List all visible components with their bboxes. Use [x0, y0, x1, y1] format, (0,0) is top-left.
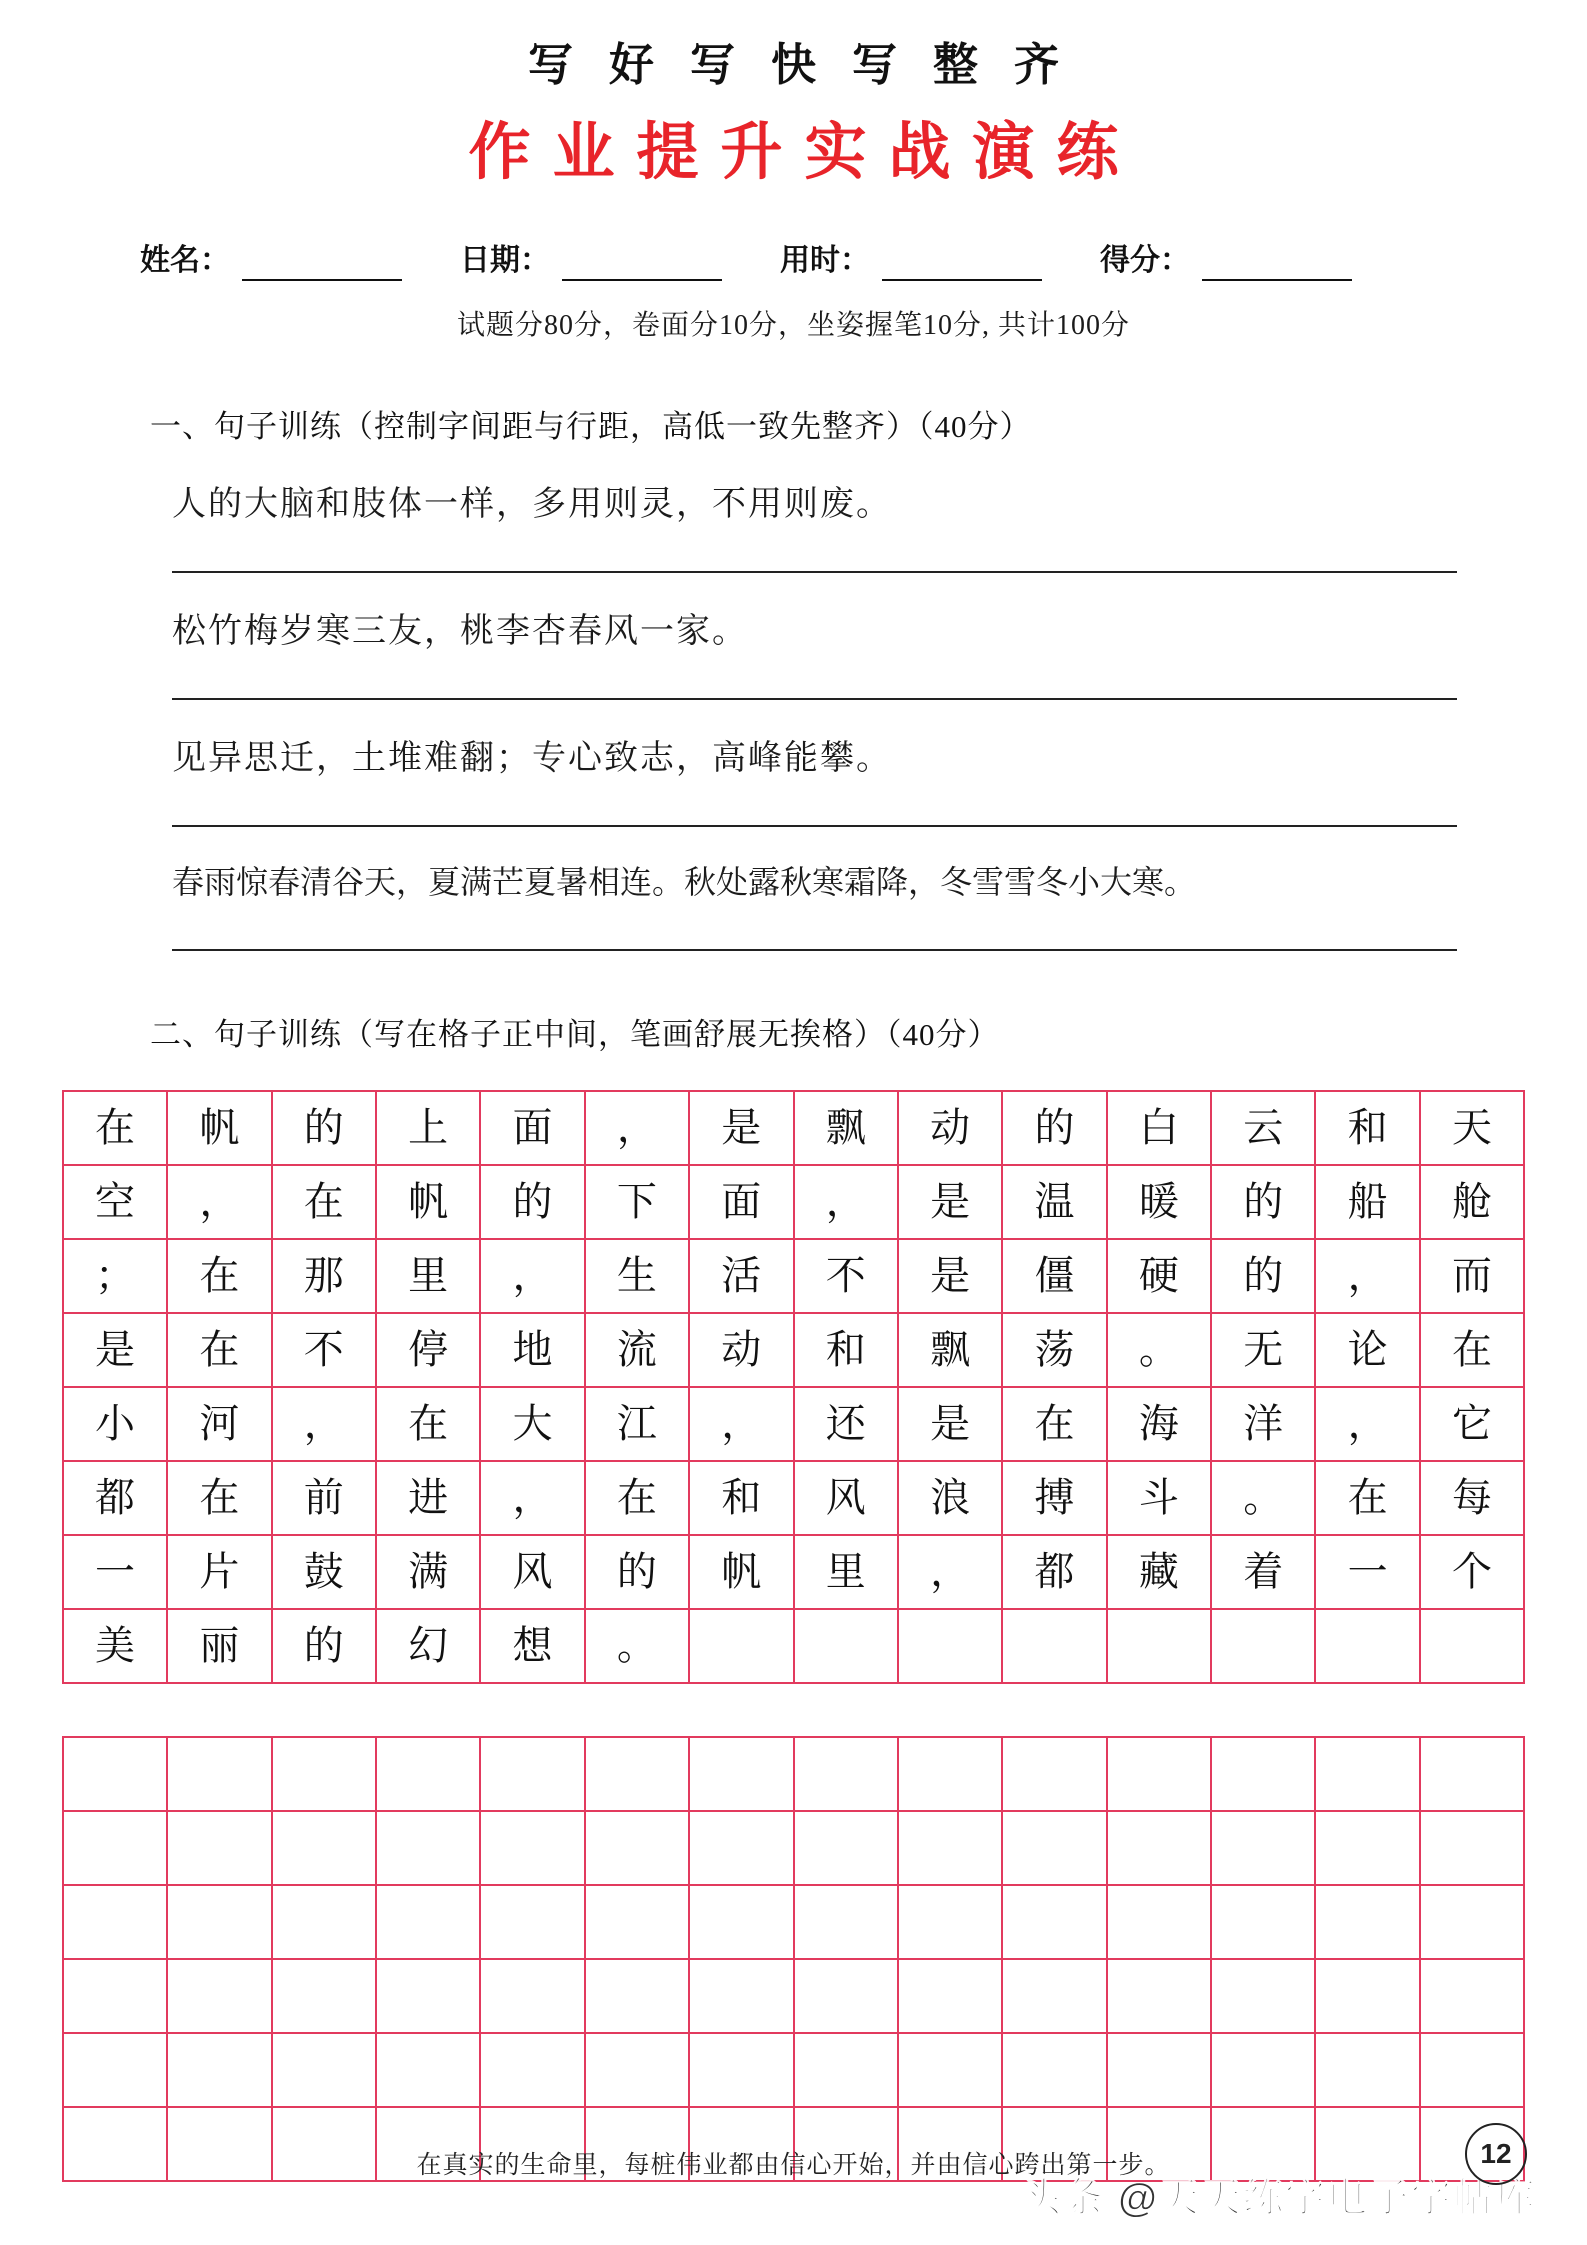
- grid-cell-empty[interactable]: [1211, 1609, 1315, 1683]
- grid-cell-filled[interactable]: 搏: [1002, 1461, 1106, 1535]
- grid-cell-filled[interactable]: 船: [1315, 1165, 1419, 1239]
- page-slogan: 写好写快写整齐: [527, 40, 1095, 90]
- writing-rule-line[interactable]: [172, 949, 1457, 951]
- date-label: 日期：: [460, 244, 550, 278]
- grid-row: [63, 1535, 1524, 1609]
- grid-cell-filled[interactable]: 前: [272, 1461, 376, 1535]
- grid-cell-empty[interactable]: [376, 1885, 480, 1959]
- grid-cell-empty[interactable]: [898, 1811, 1002, 1885]
- grid-row: [63, 1091, 1524, 1165]
- grid-cell-empty[interactable]: [272, 1885, 376, 1959]
- grid-row: [63, 1959, 1524, 2033]
- grid-cell-filled[interactable]: 江: [585, 1387, 689, 1461]
- grid-cell-empty[interactable]: [167, 1959, 271, 2033]
- grid-cell-empty[interactable]: [272, 1811, 376, 1885]
- grid-cell-filled[interactable]: 温: [1002, 1165, 1106, 1239]
- grid-cell-filled[interactable]: 活: [689, 1239, 793, 1313]
- grid-cell-empty[interactable]: [1315, 1811, 1419, 1885]
- grid-cell-empty[interactable]: [480, 1811, 584, 1885]
- grid-cell-filled[interactable]: 荡: [1002, 1313, 1106, 1387]
- footer-quote: 在真实的生命里，每桩伟业都由信心开始，并由信心跨出第一步。: [416, 2151, 1171, 2179]
- grid-cell-filled[interactable]: 在: [167, 1461, 271, 1535]
- grid-cell-empty[interactable]: [480, 2033, 584, 2107]
- character-grid-filled: [62, 1090, 1525, 1684]
- grid-cell-empty[interactable]: [689, 1737, 793, 1811]
- grid-cell-filled[interactable]: 面: [480, 1091, 584, 1165]
- grid-cell-filled[interactable]: 美: [63, 1609, 167, 1683]
- grid-cell-empty[interactable]: [898, 1959, 1002, 2033]
- grid-cell-filled[interactable]: 那: [272, 1239, 376, 1313]
- name-field[interactable]: [140, 235, 402, 281]
- grid-cell-filled[interactable]: 空: [63, 1165, 167, 1239]
- score-input-line[interactable]: [1202, 249, 1352, 281]
- grid-cell-empty[interactable]: [1315, 1959, 1419, 2033]
- grid-cell-filled[interactable]: 的: [1211, 1165, 1315, 1239]
- grid-cell-filled[interactable]: 都: [63, 1461, 167, 1535]
- grid-cell-empty[interactable]: [794, 2033, 898, 2107]
- grid-cell-filled[interactable]: 还: [794, 1387, 898, 1461]
- grid-cell-filled[interactable]: 舱: [1420, 1165, 1524, 1239]
- grid-cell-empty[interactable]: [898, 1737, 1002, 1811]
- grid-cell-filled[interactable]: 风: [480, 1535, 584, 1609]
- grid-cell-filled[interactable]: 在: [585, 1461, 689, 1535]
- grid-cell-filled[interactable]: 不: [272, 1313, 376, 1387]
- grid-cell-empty[interactable]: [376, 1959, 480, 2033]
- grid-cell-filled[interactable]: 和: [1315, 1091, 1419, 1165]
- grid-cell-filled[interactable]: ，: [480, 1239, 584, 1313]
- grid-cell-empty[interactable]: [1315, 1609, 1419, 1683]
- grid-cell-empty[interactable]: [898, 1885, 1002, 1959]
- grid-cell-filled[interactable]: 风: [794, 1461, 898, 1535]
- grid-cell-empty[interactable]: [1315, 1737, 1419, 1811]
- grid-cell-empty[interactable]: [794, 1959, 898, 2033]
- grid-cell-filled[interactable]: 。: [585, 1609, 689, 1683]
- page-title: 作业提升实战演练: [468, 118, 1141, 188]
- grid-cell-filled[interactable]: 生: [585, 1239, 689, 1313]
- grid-cell-empty[interactable]: [1211, 1885, 1315, 1959]
- grid-cell-filled[interactable]: 在: [167, 1239, 271, 1313]
- grid-cell-empty[interactable]: [1211, 1959, 1315, 2033]
- grid-cell-filled[interactable]: 硬: [1107, 1239, 1211, 1313]
- grid-cell-filled[interactable]: 帆: [376, 1165, 480, 1239]
- grid-cell-empty[interactable]: [794, 1811, 898, 1885]
- date-field[interactable]: [460, 235, 722, 281]
- grid-row: [63, 1461, 1524, 1535]
- grid-cell-filled[interactable]: 个: [1420, 1535, 1524, 1609]
- practice-sentence: 见异思迁，土堆难翻；专心致志，高峰能攀。: [172, 740, 892, 778]
- grid-cell-empty[interactable]: [1420, 1811, 1524, 1885]
- grid-row: [63, 1811, 1524, 1885]
- grid-cell-filled[interactable]: 动: [689, 1313, 793, 1387]
- grid-cell-filled[interactable]: 大: [480, 1387, 584, 1461]
- grid-cell-filled[interactable]: 暖: [1107, 1165, 1211, 1239]
- time-input-line[interactable]: [882, 249, 1042, 281]
- grid-cell-filled[interactable]: 的: [272, 1091, 376, 1165]
- watermark-text: 头条 @天天练字电子字帖库: [1020, 2176, 1537, 2220]
- practice-sentence: 春雨惊春清谷天，夏满芒夏暑相连。秋处露秋寒霜降，冬雪雪冬小大寒。: [172, 864, 1197, 901]
- grid-cell-filled[interactable]: 地: [480, 1313, 584, 1387]
- grid-cell-filled[interactable]: ；: [63, 1239, 167, 1313]
- grid-cell-filled[interactable]: 进: [376, 1461, 480, 1535]
- section-1-heading: 一、句子训练（控制字间距与行距，高低一致先整齐）（40分）: [150, 409, 1032, 445]
- grid-cell-filled[interactable]: 是: [689, 1091, 793, 1165]
- grid-cell-filled[interactable]: 不: [794, 1239, 898, 1313]
- grid-cell-filled[interactable]: 在: [1002, 1387, 1106, 1461]
- grid-cell-empty[interactable]: [1107, 1959, 1211, 2033]
- grid-cell-filled[interactable]: ，: [585, 1091, 689, 1165]
- grid-cell-filled[interactable]: ，: [1315, 1239, 1419, 1313]
- grid-cell-filled[interactable]: 面: [689, 1165, 793, 1239]
- grid-cell-filled[interactable]: 片: [167, 1535, 271, 1609]
- grid-cell-filled[interactable]: 在: [1315, 1461, 1419, 1535]
- grid-cell-filled[interactable]: 洋: [1211, 1387, 1315, 1461]
- grid-cell-filled[interactable]: 的: [272, 1609, 376, 1683]
- grid-cell-filled[interactable]: 无: [1211, 1313, 1315, 1387]
- time-label: 用时：: [780, 244, 870, 278]
- grid-cell-filled[interactable]: 每: [1420, 1461, 1524, 1535]
- grid-cell-filled[interactable]: 丽: [167, 1609, 271, 1683]
- grid-cell-empty[interactable]: [1107, 1885, 1211, 1959]
- name-input-line[interactable]: [242, 249, 402, 281]
- grid-cell-filled[interactable]: 下: [585, 1165, 689, 1239]
- grid-cell-filled[interactable]: 它: [1420, 1387, 1524, 1461]
- grid-cell-empty[interactable]: [1107, 1811, 1211, 1885]
- grid-cell-filled[interactable]: 论: [1315, 1313, 1419, 1387]
- grid-cell-filled[interactable]: 的: [1211, 1239, 1315, 1313]
- score-label: 得分：: [1100, 244, 1190, 278]
- time-field[interactable]: [780, 235, 1042, 281]
- grid-cell-empty[interactable]: [585, 2033, 689, 2107]
- grid-cell-filled[interactable]: 想: [480, 1609, 584, 1683]
- grid-row: [63, 1387, 1524, 1461]
- grid-cell-empty[interactable]: [794, 1885, 898, 1959]
- page-number-badge: 12: [1465, 2123, 1527, 2185]
- grid-cell-empty[interactable]: [63, 1737, 167, 1811]
- grid-cell-empty[interactable]: [689, 1959, 793, 2033]
- grid-cell-filled[interactable]: ，: [689, 1387, 793, 1461]
- section-1-body: [172, 446, 1457, 951]
- grid-cell-filled[interactable]: 在: [272, 1165, 376, 1239]
- grid-cell-empty[interactable]: [1002, 1609, 1106, 1683]
- grid-cell-empty[interactable]: [167, 1811, 271, 1885]
- grid-cell-empty[interactable]: [63, 1959, 167, 2033]
- grid-cell-empty[interactable]: [1002, 1959, 1106, 2033]
- grid-cell-empty[interactable]: [480, 1959, 584, 2033]
- grid-cell-empty[interactable]: [376, 1811, 480, 1885]
- grid-cell-filled[interactable]: 在: [1420, 1313, 1524, 1387]
- grid-cell-filled[interactable]: 和: [689, 1461, 793, 1535]
- grid-cell-filled[interactable]: ，: [794, 1165, 898, 1239]
- grid-cell-empty[interactable]: [1420, 1885, 1524, 1959]
- grid-spacer: [0, 1684, 1587, 1700]
- grid-cell-filled[interactable]: 上: [376, 1091, 480, 1165]
- grid-cell-empty[interactable]: [376, 1737, 480, 1811]
- grid-cell-filled[interactable]: ，: [898, 1535, 1002, 1609]
- grid-cell-filled[interactable]: 满: [376, 1535, 480, 1609]
- grid-cell-empty[interactable]: [167, 1737, 271, 1811]
- grid-cell-empty[interactable]: [167, 2033, 271, 2107]
- grid-cell-filled[interactable]: 云: [1211, 1091, 1315, 1165]
- grid-cell-filled[interactable]: 天: [1420, 1091, 1524, 1165]
- grid-cell-filled[interactable]: 藏: [1107, 1535, 1211, 1609]
- grid-cell-empty[interactable]: [898, 2033, 1002, 2107]
- grid-cell-filled[interactable]: 而: [1420, 1239, 1524, 1313]
- grid-cell-filled[interactable]: 动: [898, 1091, 1002, 1165]
- grid-cell-filled[interactable]: 的: [480, 1165, 584, 1239]
- grid-cell-empty[interactable]: [585, 1885, 689, 1959]
- grid-cell-filled[interactable]: 浪: [898, 1461, 1002, 1535]
- grid-cell-empty[interactable]: [689, 1609, 793, 1683]
- character-grid-blank-wrap: [0, 1736, 1587, 2182]
- grid-cell-empty[interactable]: [63, 1885, 167, 1959]
- grid-row: [63, 1239, 1524, 1313]
- name-label: 姓名：: [140, 244, 230, 278]
- character-grid-blank: [62, 1736, 1525, 2182]
- grid-cell-empty[interactable]: [272, 1737, 376, 1811]
- grid-cell-filled[interactable]: 是: [898, 1239, 1002, 1313]
- character-grid-filled-wrap: [0, 1090, 1587, 1684]
- grid-cell-empty[interactable]: [272, 1959, 376, 2033]
- grid-cell-empty[interactable]: [1211, 1737, 1315, 1811]
- grid-row: [63, 2033, 1524, 2107]
- grid-row: [63, 1313, 1524, 1387]
- grid-cell-filled[interactable]: 白: [1107, 1091, 1211, 1165]
- grid-cell-filled[interactable]: 流: [585, 1313, 689, 1387]
- grid-cell-empty[interactable]: [1002, 2033, 1106, 2107]
- grid-cell-filled[interactable]: 停: [376, 1313, 480, 1387]
- grid-cell-empty[interactable]: [794, 1609, 898, 1683]
- grid-cell-empty[interactable]: [1315, 2033, 1419, 2107]
- grid-cell-filled[interactable]: ，: [272, 1387, 376, 1461]
- grid-cell-filled[interactable]: 的: [585, 1535, 689, 1609]
- grid-cell-empty[interactable]: [1420, 2033, 1524, 2107]
- grid-cell-filled[interactable]: ，: [1315, 1387, 1419, 1461]
- grid-cell-empty[interactable]: [1315, 1885, 1419, 1959]
- grid-cell-empty[interactable]: [376, 2033, 480, 2107]
- grid-cell-empty[interactable]: [272, 2033, 376, 2107]
- grid-cell-empty[interactable]: [1107, 1737, 1211, 1811]
- grid-cell-filled[interactable]: 和: [794, 1313, 898, 1387]
- date-input-line[interactable]: [562, 249, 722, 281]
- grid-cell-empty[interactable]: [585, 1959, 689, 2033]
- grid-cell-empty[interactable]: [63, 2033, 167, 2107]
- grid-cell-empty[interactable]: [689, 2033, 793, 2107]
- grid-cell-filled[interactable]: 河: [167, 1387, 271, 1461]
- grid-cell-empty[interactable]: [1211, 2033, 1315, 2107]
- grid-cell-empty[interactable]: [1107, 1609, 1211, 1683]
- grid-row: [63, 1885, 1524, 1959]
- score-note: 试题分80分，卷面分10分，坐姿握笔10分, 共计100分: [456, 310, 1130, 342]
- grid-cell-empty[interactable]: [689, 1885, 793, 1959]
- grid-cell-empty[interactable]: [480, 1737, 584, 1811]
- grid-cell-empty[interactable]: [1420, 1959, 1524, 2033]
- practice-sentence: 人的大脑和肢体一样，多用则灵，不用则废。: [172, 486, 892, 524]
- grid-cell-filled[interactable]: 是: [63, 1313, 167, 1387]
- grid-cell-filled[interactable]: 在: [63, 1091, 167, 1165]
- student-info-row: [140, 235, 1495, 281]
- grid-row: [63, 1737, 1524, 1811]
- grid-cell-empty[interactable]: [1420, 1737, 1524, 1811]
- grid-cell-empty[interactable]: [1107, 2033, 1211, 2107]
- grid-cell-filled[interactable]: 一: [63, 1535, 167, 1609]
- grid-cell-filled[interactable]: 。: [1211, 1461, 1315, 1535]
- grid-cell-filled[interactable]: 海: [1107, 1387, 1211, 1461]
- grid-cell-filled[interactable]: 里: [794, 1535, 898, 1609]
- grid-cell-empty[interactable]: [63, 1811, 167, 1885]
- grid-cell-empty[interactable]: [1211, 1811, 1315, 1885]
- grid-cell-empty[interactable]: [167, 1885, 271, 1959]
- section-2-heading: 二、句子训练（写在格子正中间，笔画舒展无挨格）（40分）: [150, 1017, 1000, 1053]
- grid-cell-filled[interactable]: ，: [167, 1165, 271, 1239]
- grid-cell-filled[interactable]: 飘: [898, 1313, 1002, 1387]
- grid-cell-empty[interactable]: [689, 1811, 793, 1885]
- grid-cell-filled[interactable]: 在: [376, 1387, 480, 1461]
- grid-cell-empty[interactable]: [585, 1811, 689, 1885]
- grid-cell-filled[interactable]: 帆: [689, 1535, 793, 1609]
- grid-cell-empty[interactable]: [1002, 1885, 1106, 1959]
- grid-cell-filled[interactable]: 帆: [167, 1091, 271, 1165]
- grid-cell-filled[interactable]: 飘: [794, 1091, 898, 1165]
- score-field[interactable]: [1100, 235, 1352, 281]
- grid-cell-filled[interactable]: 鼓: [272, 1535, 376, 1609]
- grid-cell-empty[interactable]: [1420, 1609, 1524, 1683]
- grid-cell-filled[interactable]: 在: [167, 1313, 271, 1387]
- grid-cell-filled[interactable]: 一: [1315, 1535, 1419, 1609]
- grid-cell-filled[interactable]: 都: [1002, 1535, 1106, 1609]
- grid-cell-empty[interactable]: [1002, 1737, 1106, 1811]
- grid-cell-empty[interactable]: [898, 1609, 1002, 1683]
- grid-cell-filled[interactable]: 的: [1002, 1091, 1106, 1165]
- grid-row: [63, 1165, 1524, 1239]
- grid-cell-filled[interactable]: 斗: [1107, 1461, 1211, 1535]
- grid-cell-filled[interactable]: 是: [898, 1387, 1002, 1461]
- grid-cell-filled[interactable]: 僵: [1002, 1239, 1106, 1313]
- grid-cell-filled[interactable]: 着: [1211, 1535, 1315, 1609]
- grid-cell-filled[interactable]: 是: [898, 1165, 1002, 1239]
- grid-cell-filled[interactable]: 小: [63, 1387, 167, 1461]
- practice-sentence: 松竹梅岁寒三友，桃李杏春风一家。: [172, 613, 748, 651]
- grid-cell-empty[interactable]: [1002, 1811, 1106, 1885]
- grid-cell-empty[interactable]: [480, 1885, 584, 1959]
- grid-cell-empty[interactable]: [794, 1737, 898, 1811]
- grid-cell-filled[interactable]: 。: [1107, 1313, 1211, 1387]
- grid-cell-filled[interactable]: 里: [376, 1239, 480, 1313]
- grid-cell-filled[interactable]: 幻: [376, 1609, 480, 1683]
- grid-cell-empty[interactable]: [585, 1737, 689, 1811]
- grid-cell-filled[interactable]: ，: [480, 1461, 584, 1535]
- grid-row: [63, 1609, 1524, 1683]
